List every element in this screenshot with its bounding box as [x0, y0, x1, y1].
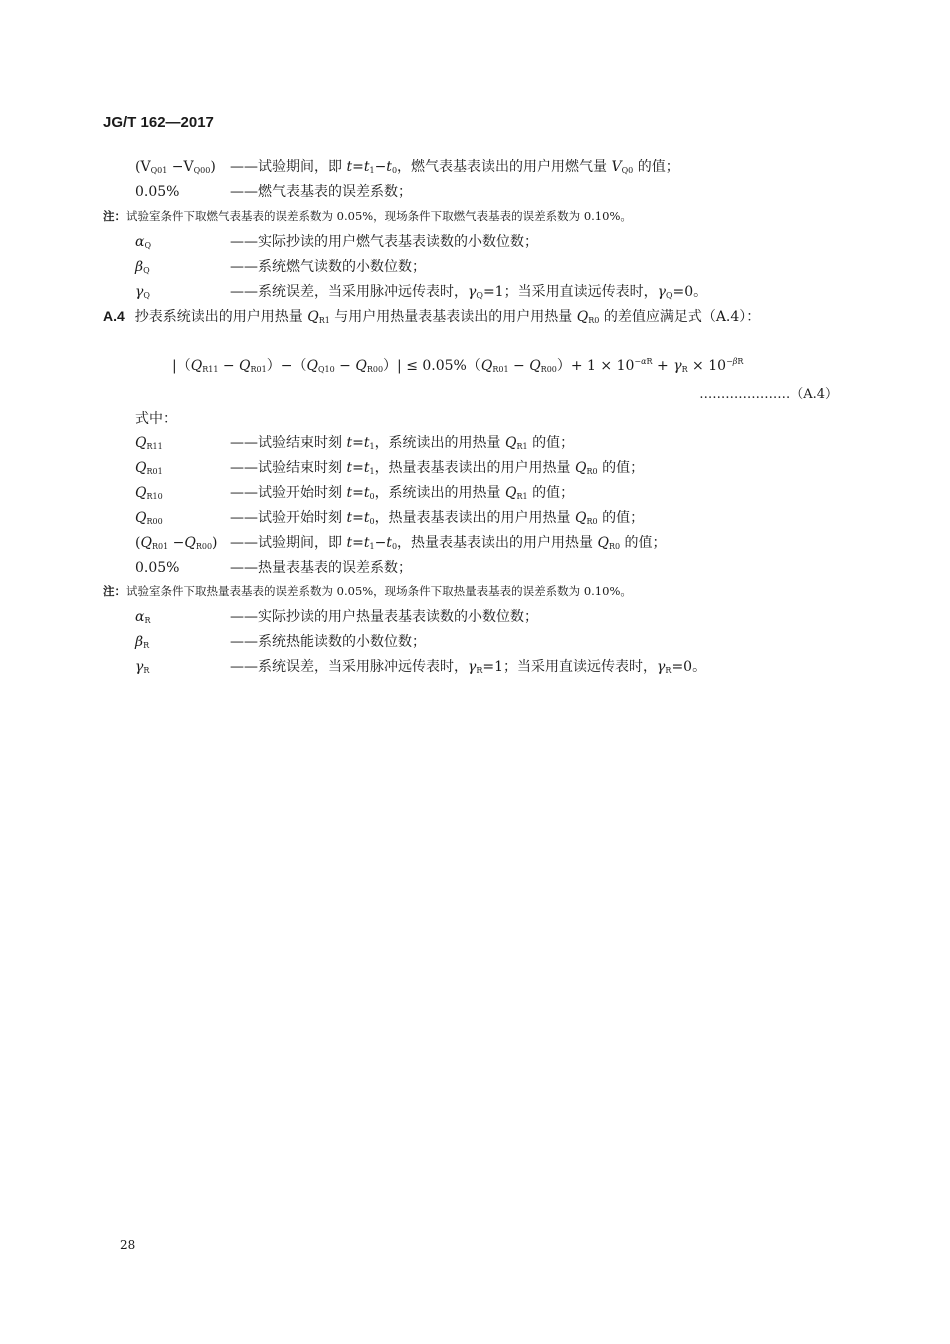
term-description: ——试验期间，即 $t=t_1-t_0$，热量表基表读出的用户用热量 $Q_{R0}$ 的值；: [230, 535, 667, 551]
term-symbol: $(V_{Q01} -V_{Q00})$: [135, 159, 216, 175]
term-description: ——试验结束时刻 $t=t_1$，热量表基表读出的用户用热量 $Q_{R0}$ 的值；: [230, 460, 645, 476]
term-description: ——试验开始时刻 $t=t_0$，热量表基表读出的用户用热量 $Q_{R0}$ 的值；: [230, 510, 645, 526]
section-text: 抄表系统读出的用户用热量 $Q_{R1}$ 与用户用热量表基表读出的用户用热量 $Q_{R0}$ 的差值应满足式（A.4）：: [134, 309, 761, 325]
term-symbol: $\beta_Q$: [135, 259, 150, 275]
term-description: ——试验结束时刻 $t=t_1$，系统读出的用热量 $Q_{R1}$ 的值；: [230, 435, 575, 451]
formula-a4: $|(Q_{R11} - Q_{R01})-(Q_{Q10} - Q_{R00})| \le 0.05\%(Q_{R01} - Q_{R00})+ 1 \times 10^{-\alpha R} + \gamma_R \times 10^{-\beta R}$: [172, 357, 744, 374]
term-symbol: $Q_{R10}$: [135, 485, 163, 501]
note-text: 试验室条件下取燃气表基表的误差系数为 0.05%，现场条件下取燃气表基表的误差系数为 0.10%。: [126, 209, 632, 223]
note-text: 试验室条件下取热量表基表的误差系数为 0.05%，现场条件下取热量表基表的误差系数为 0.10%。: [126, 584, 632, 598]
section-number: A.4: [103, 308, 125, 324]
page-number: 28: [120, 1238, 136, 1252]
term-description: ——实际抄读的用户燃气表基表读数的小数位数；: [230, 234, 538, 250]
term-symbol: $Q_{R11}$: [135, 435, 163, 451]
term-description: ——热量表基表的误差系数；: [230, 560, 412, 576]
term-symbol: $\gamma_R$: [135, 659, 150, 675]
equation-label: …………………（A.4）: [699, 387, 838, 402]
term-description: ——系统误差，当采用脉冲远传表时，$\gamma_R=1$；当采用直读远传表时，$\gamma_R=0$。: [230, 659, 707, 675]
term-description: ——燃气表基表的误差系数；: [230, 184, 412, 200]
term-description: ——试验开始时刻 $t=t_0$，系统读出的用热量 $Q_{R1}$ 的值；: [230, 485, 575, 501]
term-description: ——系统热能读数的小数位数；: [230, 634, 426, 650]
term-symbol: $\alpha_Q$: [135, 234, 152, 250]
section-a4-paragraph: [103, 303, 838, 334]
gas-note: [103, 207, 632, 225]
term-symbol: $Q_{R00}$: [135, 510, 163, 526]
term-symbol: $\alpha_R$: [135, 609, 151, 625]
term-symbol: $\gamma_Q$: [135, 284, 150, 300]
term-description: ——系统误差，当采用脉冲远传表时，$\gamma_Q=1$；当采用直读远传表时，$\gamma_Q=0$。: [230, 284, 708, 300]
term-description: ——实际抄读的用户热量表基表读数的小数位数；: [230, 609, 538, 625]
heat-note: [103, 582, 632, 600]
term-symbol: 0.05%: [135, 184, 180, 200]
term-description: ——试验期间，即 $t=t_1-t_0$，燃气表基表读出的用户用燃气量 $V_{Q0}$ 的值；: [230, 159, 680, 175]
term-description: ——系统燃气读数的小数位数；: [230, 259, 426, 275]
note-label: 注：: [103, 209, 126, 223]
term-symbol: $\beta_R$: [135, 634, 150, 650]
note-label: 注：: [103, 584, 126, 598]
standard-number-header: JG/T 162—2017: [103, 114, 214, 131]
where-label: 式中：: [135, 411, 177, 427]
term-symbol: 0.05%: [135, 560, 180, 576]
term-symbol: $Q_{R01}$: [135, 460, 163, 476]
term-symbol: $(Q_{R01} -Q_{R00})$: [135, 535, 218, 551]
